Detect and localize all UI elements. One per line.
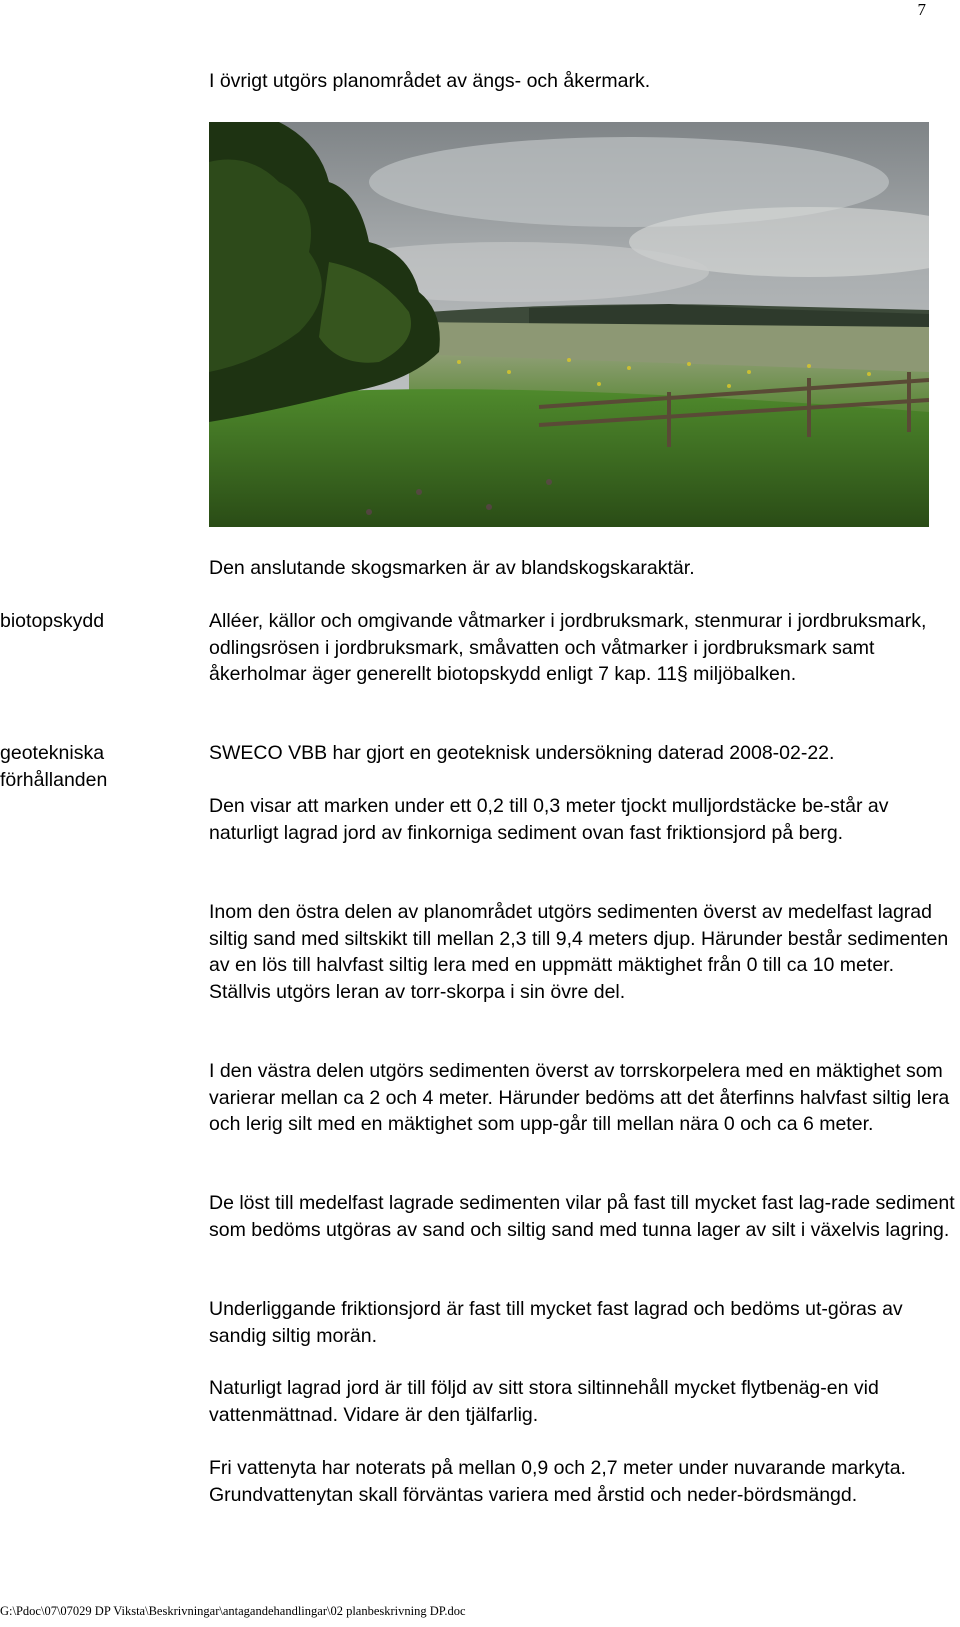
geotekniska-paragraph: I den västra delen utgörs sedimenten överst av torrskorpelera med en mäktighet som varierar mellan ca 2 och 4 meter. Härunder bedöms att det återfinns halvfast siltig lera och lerig silt med en mäktighet som upp-går till mellan nära 0 och ca 6 meter.: [209, 1060, 950, 1135]
landscape-photo: [209, 122, 929, 527]
section-label-geotekniska: [0, 740, 190, 793]
biotopskydd-paragraph: Alléer, källor och omgivande våtmarker i jordbruksmark, stenmurar i jordbruksmark, odlingsrösen i jordbruksmark, småvatten och våtmarker i jordbruksmark samt åkerholmar äger generellt biotopskydd enligt 7 kap. 11§ miljöbalken.: [209, 610, 927, 685]
geotekniska-paragraph: Fri vattenyta har noterats på mellan 0,9 och 2,7 meter under nuvarande markyta. Grundvattenytan skall förväntas variera med årstid och neder-bördsmängd.: [209, 1457, 906, 1506]
section-label-line: geotekniska: [0, 742, 105, 764]
geotekniska-paragraph: De löst till medelfast lagrade sedimenten vilar på fast till mycket fast lag-rade sediment som bedöms utgöras av sand och siltig sand med tunna lager av silt i växelvis lagring.: [209, 1192, 955, 1241]
geotekniska-paragraph: Den visar att marken under ett 0,2 till 0,3 meter tjockt mulljordstäcke be-står av naturligt lagrad jord av finkorniga sediment ovan fast friktionsjord på berg.: [209, 795, 889, 844]
page-number: 7: [917, 0, 926, 19]
geotekniska-paragraph: Underliggande friktionsjord är fast till mycket fast lagrad och bedöms ut-göras av sandig siltig morän.: [209, 1298, 903, 1347]
photo-caption: Den anslutande skogsmarken är av blandskogskaraktär.: [209, 557, 695, 579]
geotekniska-paragraph: Naturligt lagrad jord är till följd av sitt stora siltinnehåll mycket flytbenäg-en vid vattenmättnad. Vidare är den tjälfarlig.: [209, 1377, 879, 1426]
geotekniska-paragraph: Inom den östra delen av planområdet utgörs sedimenten överst av medelfast lagrad siltig sand med siltskikt till mellan 2,3 till 9,4 meters djup. Härunder består sedimenten av en lös till halvfast siltig lera med en uppmätt mäktighet från 0 till ca 10 meter. Ställvis utgörs leran av torr-skorpa i sin övre del.: [209, 901, 949, 1003]
section-label-line: förhållanden: [0, 768, 108, 791]
intro-paragraph: I övrigt utgörs planområdet av ängs- och åkermark.: [209, 70, 651, 92]
footer-file-path: G:\Pdoc\07\07029 DP Viksta\Beskrivningar\antagandehandlingar\02 planbeskrivning DP.doc: [0, 1604, 466, 1618]
section-label-biotopskydd: biotopskydd: [0, 610, 105, 632]
geotekniska-paragraph: SWECO VBB har gjort en geoteknisk undersökning daterad 2008-02-22.: [209, 742, 835, 764]
